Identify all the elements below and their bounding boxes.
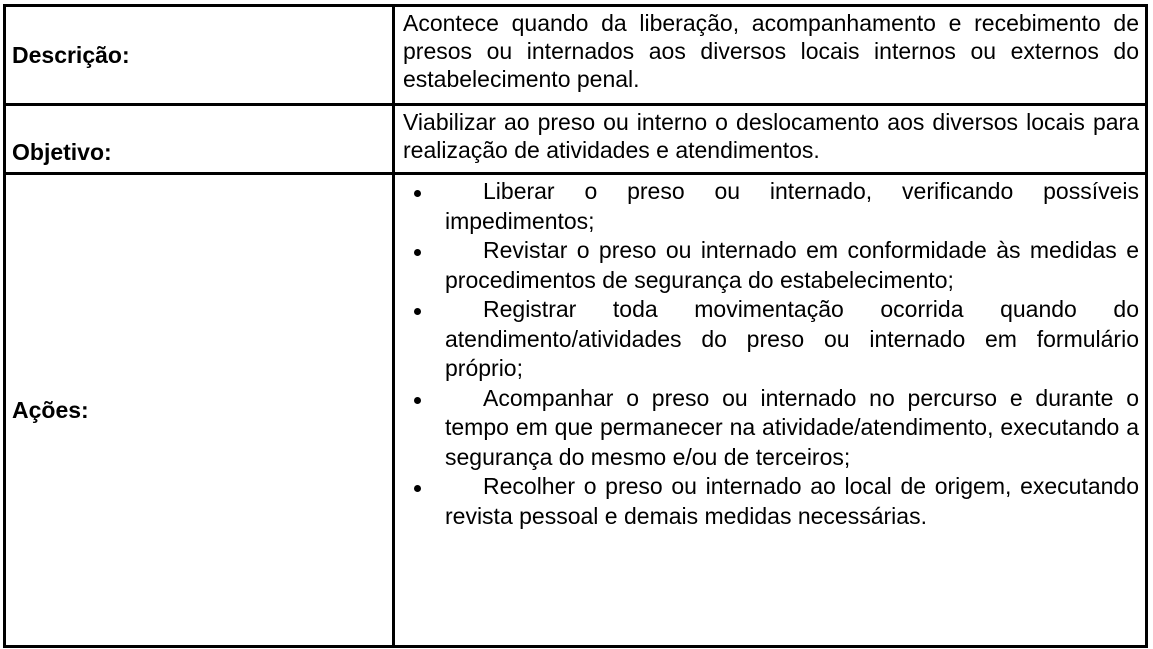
row-acoes — [5, 174, 1147, 647]
descricao-text: Acontece quando da liberação, acompanhamento e recebimento de presos ou internados aos diversos locais internos ou externos do estabelecimento penal. — [394, 6, 1147, 105]
bullet-icon — [414, 249, 421, 256]
list-item — [403, 295, 1139, 384]
acao-text: Acompanhar o preso ou internado no percurso e durante o tempo em que permanecer na atividade/atendimento, executando a segurança do mesmo e/ou de terceiros; — [445, 384, 1139, 470]
list-item — [403, 236, 1139, 295]
bullet-icon — [414, 308, 421, 315]
list-item — [403, 472, 1139, 531]
acao-text: Revistar o preso ou internado em conformidade às medidas e procedimentos de segurança do estabelecimento; — [445, 237, 1139, 293]
acao-text: Recolher o preso ou internado ao local de origem, executando revista pessoal e demais medidas necessárias. — [445, 473, 1139, 529]
acoes-list — [403, 177, 1139, 531]
acao-text: Liberar o preso ou internado, verificando possíveis impedimentos; — [445, 178, 1139, 234]
list-item — [403, 384, 1139, 473]
bullet-icon — [414, 485, 421, 492]
list-item — [403, 177, 1139, 236]
objetivo-label: Objetivo: — [5, 105, 394, 174]
row-descricao — [5, 6, 1147, 105]
bullet-icon — [414, 190, 421, 197]
acoes-content — [394, 174, 1147, 647]
row-objetivo — [5, 105, 1147, 174]
bullet-icon — [414, 397, 421, 404]
descricao-label: Descrição: — [5, 6, 394, 105]
acoes-label: Ações: — [5, 174, 394, 647]
objetivo-text: Viabilizar ao preso ou interno o deslocamento aos diversos locais para realização de atividades e atendimentos. — [394, 105, 1147, 174]
procedure-table — [3, 4, 1148, 648]
acao-text: Registrar toda movimentação ocorrida quando do atendimento/atividades do preso ou internado em formulário próprio; — [445, 296, 1139, 381]
